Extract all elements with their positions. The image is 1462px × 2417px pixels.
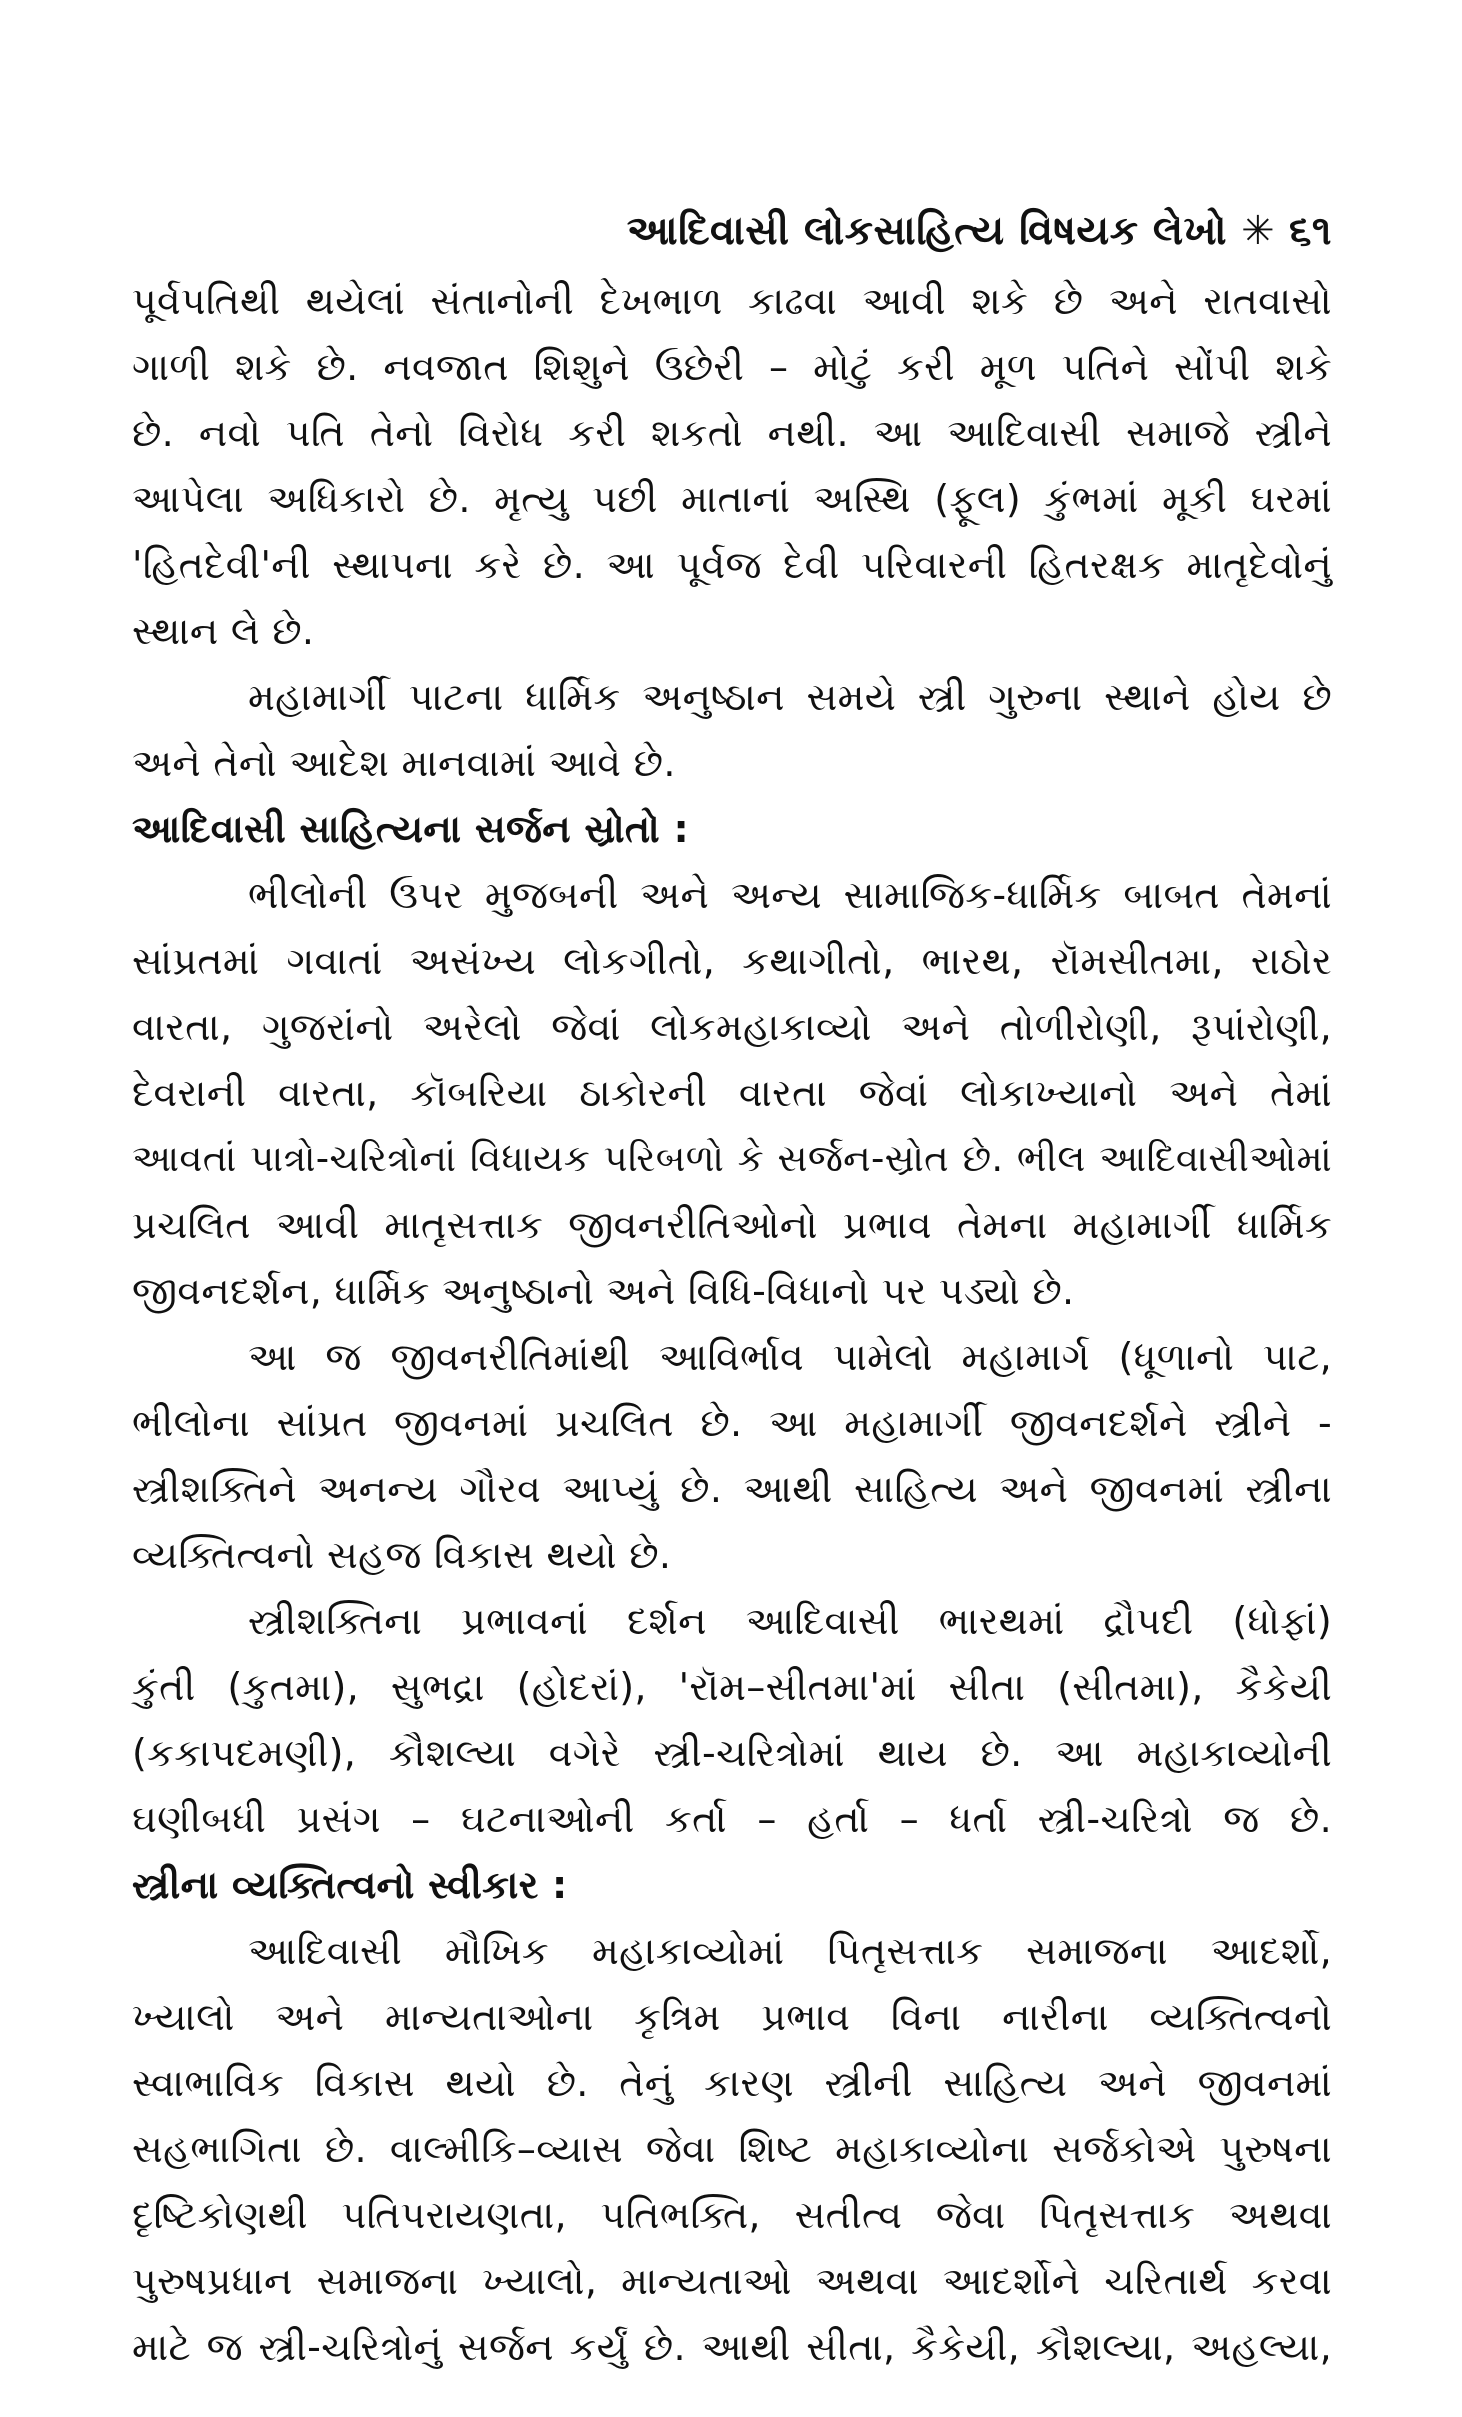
asterisk-separator-icon: ✳ bbox=[1240, 208, 1275, 254]
text-line: ઘણીબધી પ્રસંગ – ઘટનાઓની કર્તા – હર્તા – ધર્તા સ્ત્રી-ચરિત્રો જ છે. bbox=[132, 1797, 1332, 1841]
text-line: સાંપ્રતમાં ગવાતાં અસંખ્ય લોકગીતો, કથાગીતો, ભારથ, રૉમસીતમા, રાઠોર bbox=[132, 939, 1332, 983]
text-line: આ જ જીવનરીતિમાંથી આવિર્ભાવ પામેલો મહામાર્ગ (ધૂળાનો પાટ, bbox=[248, 1335, 1332, 1379]
text-line: સ્ત્રીશક્તિને અનન્ય ગૌરવ આપ્યું છે. આથી સાહિત્ય અને જીવનમાં સ્ત્રીના bbox=[132, 1467, 1332, 1511]
text-line: (કકાપદમણી), કૌશલ્યા વગેરે સ્ત્રી-ચરિત્રોમાં થાય છે. આ મહાકાવ્યોની bbox=[132, 1731, 1332, 1775]
text-line: સ્વાભાવિક વિકાસ થયો છે. તેનું કારણ સ્ત્રીની સાહિત્ય અને જીવનમાં bbox=[132, 2061, 1332, 2105]
running-header bbox=[627, 208, 1332, 254]
page-number: ૬૧ bbox=[1289, 208, 1332, 254]
text-line: પ્રચલિત આવી માતૃસત્તાક જીવનરીતિઓનો પ્રભાવ તેમના મહામાર્ગી ધાર્મિક bbox=[132, 1203, 1332, 1247]
text-line: ભીલોના સાંપ્રત જીવનમાં પ્રચલિત છે. આ મહામાર્ગી જીવનદર્શને સ્ત્રીને - bbox=[132, 1401, 1332, 1445]
text-line: આદિવાસી મૌખિક મહાકાવ્યોમાં પિતૃસત્તાક સમાજના આદર્શો, bbox=[248, 1929, 1332, 1973]
text-line: પૂર્વપતિથી થયેલાં સંતાનોની દેખભાળ કાઢવા આવી શકે છે અને રાતવાસો bbox=[132, 279, 1332, 323]
text-line: મહામાર્ગી પાટના ધાર્મિક અનુષ્ઠાન સમયે સ્ત્રી ગુરુના સ્થાને હોય છે bbox=[248, 675, 1332, 719]
section-heading: સ્ત્રીના વ્યક્તિત્વનો સ્વીકાર : bbox=[132, 1863, 568, 1907]
text-line: માટે જ સ્ત્રી-ચરિત્રોનું સર્જન કર્યું છે. આથી સીતા, કૈકેયી, કૌશલ્યા, અહલ્યા, bbox=[132, 2325, 1332, 2369]
book-title: આદિવાસી લોકસાહિત્ય વિષયક લેખો bbox=[626, 208, 1227, 254]
page-body-text bbox=[132, 268, 1332, 2380]
text-line: આપેલા અધિકારો છે. મૃત્યુ પછી માતાનાં અસ્થિ (ફૂલ) કુંભમાં મૂકી ઘરમાં bbox=[132, 477, 1332, 521]
text-line: વારતા, ગુજરાંનો અરેલો જેવાં લોકમહાકાવ્યો અને તોળીરોણી, રૂપાંરોણી, bbox=[132, 1005, 1332, 1049]
text-line: દૃષ્ટિકોણથી પતિપરાયણતા, પતિભક્તિ, સતીત્વ જેવા પિતૃસત્તાક અથવા bbox=[132, 2193, 1332, 2237]
text-line: ખ્યાલો અને માન્યતાઓના કૃત્રિમ પ્રભાવ વિના નારીના વ્યક્તિત્વનો bbox=[132, 1995, 1332, 2039]
text-line: ભીલોની ઉપર મુજબની અને અન્ય સામાજિક-ધાર્મિક બાબત તેમનાં bbox=[248, 873, 1332, 917]
text-line: આવતાં પાત્રો-ચરિત્રોનાં વિધાયક પરિબળો કે સર્જન-સ્રોત છે. ભીલ આદિવાસીઓમાં bbox=[132, 1137, 1332, 1180]
text-line: છે. નવો પતિ તેનો વિરોધ કરી શકતો નથી. આ આદિવાસી સમાજે સ્ત્રીને bbox=[132, 411, 1332, 455]
text-line: કુંતી (કુતમા), સુભદ્રા (હોદરાં), 'રૉમ–સીતમા'માં સીતા (સીતમા), કૈકેયી bbox=[132, 1665, 1332, 1709]
text-line: ગાળી શકે છે. નવજાત શિશુને ઉછેરી – મોટું કરી મૂળ પતિને સોંપી શકે bbox=[132, 345, 1332, 389]
text-line: વ્યક્તિત્વનો સહજ વિકાસ થયો છે. bbox=[132, 1533, 672, 1577]
text-line: સ્ત્રીશક્તિના પ્રભાવનાં દર્શન આદિવાસી ભારથમાં દ્રૌપદી (ધોફાં) bbox=[248, 1599, 1332, 1643]
text-line: દેવરાની વારતા, કૉબરિયા ઠાકોરની વારતા જેવાં લોકાખ્યાનો અને તેમાં bbox=[132, 1071, 1332, 1115]
text-line: અને તેનો આદેશ માનવામાં આવે છે. bbox=[132, 741, 676, 785]
text-line: 'હિતદેવી'ની સ્થાપના કરે છે. આ પૂર્વજ દેવી પરિવારની હિતરક્ષક માતૃદેવોનું bbox=[132, 543, 1332, 587]
text-line: જીવનદર્શન, ધાર્મિક અનુષ્ઠાનો અને વિધિ-વિધાનો પર પડ્યો છે. bbox=[132, 1269, 1075, 1313]
section-heading: આદિવાસી સાહિત્યના સર્જન સ્રોતો : bbox=[132, 807, 689, 851]
text-line: સ્થાન લે છે. bbox=[132, 609, 315, 653]
text-line: પુરુષપ્રધાન સમાજના ખ્યાલો, માન્યતાઓ અથવા આદર્શોને ચરિતાર્થ કરવા bbox=[132, 2259, 1332, 2303]
text-line: સહભાગિતા છે. વાલ્મીકિ–વ્યાસ જેવા શિષ્ટ મહાકાવ્યોના સર્જકોએ પુરુષના bbox=[132, 2127, 1332, 2171]
